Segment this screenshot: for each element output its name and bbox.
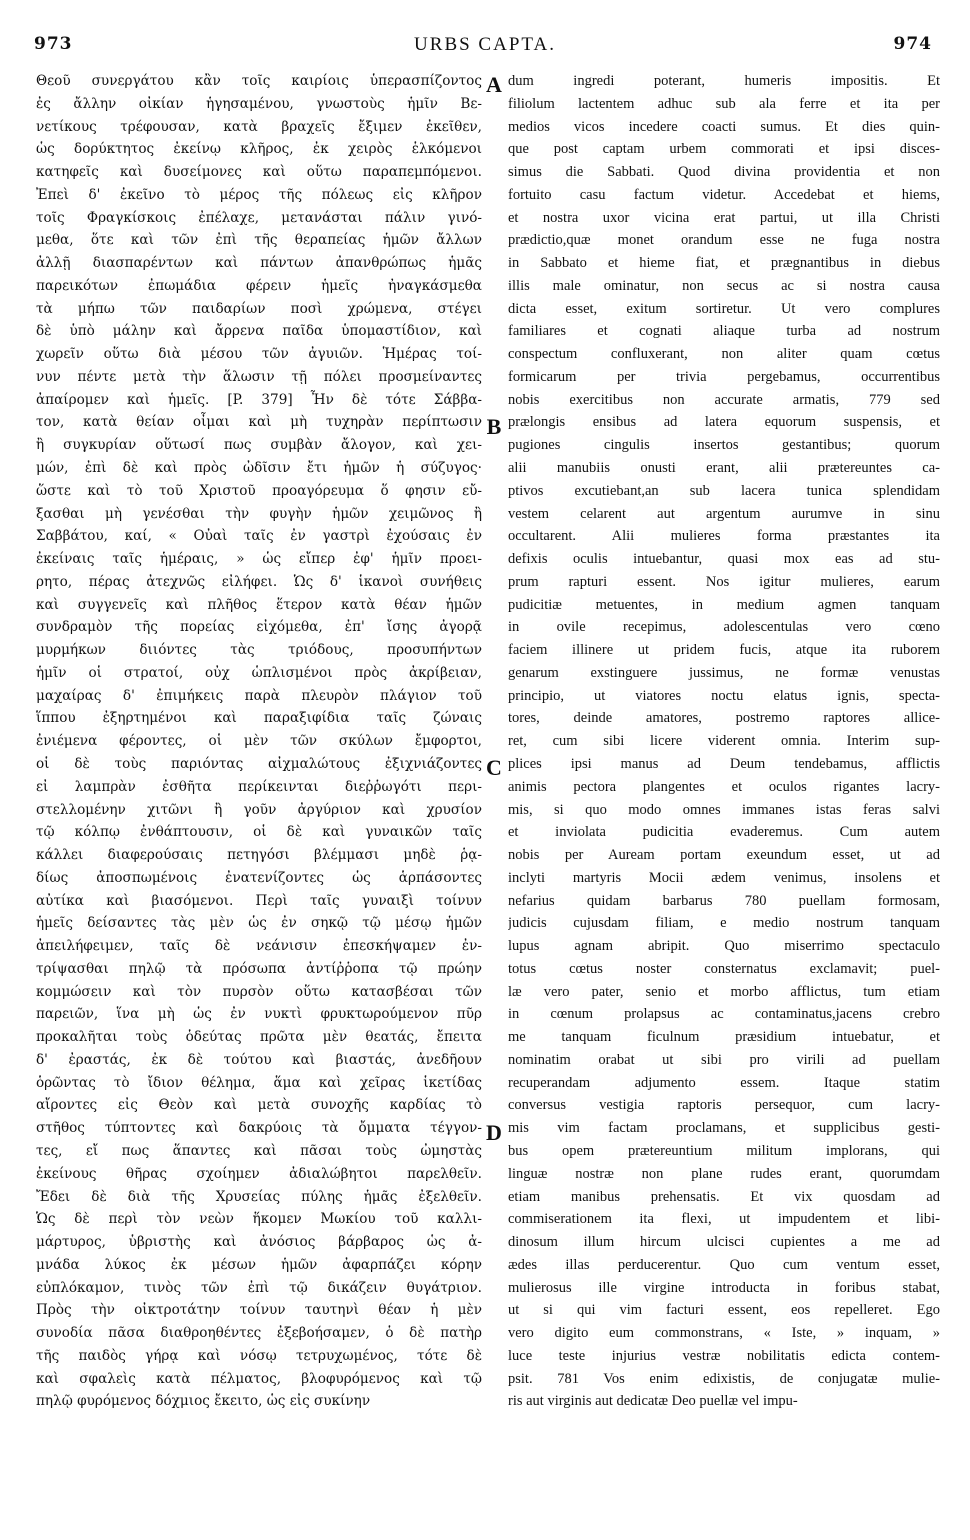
latin-text-line: prælongis ensibus ad latera equorum suspensis, et [508, 414, 940, 431]
greek-text-line: Σαββάτου, καί, « Οὐαὶ ταῖς ἐν γαστρὶ ἐχούσαις ἐν [36, 528, 482, 545]
latin-text-line: dicta esset, exitum sortiretur. Ut vero complures [508, 300, 940, 317]
greek-text-line: ἀπαίρομεν καὶ ἡμεῖς. [P. 379] Ἦν δὲ τότε Σάββα- [36, 391, 482, 408]
greek-text-line: δίως ἀποσπωμένοις ἐνατενίζοντες ὡς ἁρπάσοντες [36, 869, 482, 886]
latin-text-line: faciem illinere ut pridem fucis, atque ita ruborem [508, 642, 940, 659]
greek-text-line: ἢ συγκυρίαν οὕτωσί πως συμβὰν ἄλογον, καὶ χει- [36, 437, 482, 454]
greek-text-line: καὶ συγγενεῖς καὶ πλῆθος ἕτερον κατὰ θέαν ἡμῶν [36, 596, 482, 613]
greek-text-line: οἱ δὲ τοὺς παριόντας αἰχμαλώτους ἐξιχνιάζοντες [36, 755, 482, 772]
greek-text-line: κομμώσειν καὶ τὸν πυρσὸν οὕτω κατασβέσαι τῶν [36, 983, 482, 1000]
latin-text-line: et nostra uxor vicina erat partui, ut illa Christi [508, 209, 940, 226]
latin-text-line: defixis oculis intuebantur, quasi mox eas ad stu- [508, 551, 940, 568]
greek-text-line: συνοδία πᾶσα διαθροηθέντες ἐξεβοήσαμεν, ὁ δὲ πατὴρ [36, 1325, 482, 1342]
greek-text-line: στελλομένην χιτῶνι ἢ γοῦν ἀργύριον καὶ χρυσίον [36, 801, 482, 818]
greek-text-line: παρειῶν, ἵνα μὴ ὡς ἐν νυκτὶ φρυκτωρούμενον πῦρ [36, 1006, 482, 1023]
latin-text-line: totus cœtus noster consternatus exclamavit; puel- [508, 960, 940, 977]
greek-text-line: καὶ σφαλεὶς κατὰ πέλματος, βλοφυρόμενος καὶ τῷ [36, 1370, 482, 1387]
latin-text-line: nominatim orabat ut sibi pro virili ad puellam [508, 1051, 940, 1068]
latin-text-line: prædictio,quæ monet orandum esse ne fuga nostra [508, 232, 940, 249]
greek-text-line: ὡς δορύκτητος ἐκείνῳ κλῆρος, ἐκ χειρὸς ἑλκόμενοι [36, 141, 482, 158]
greek-text-line: συνδραμὸν τῆς πορείας εἰχόμεθα, ἐπ' ἴσης ἀγορᾷ [36, 619, 482, 636]
latin-text-line: luce teste injurius vestræ nobilitatis edicta contem- [508, 1347, 940, 1364]
greek-text-column [36, 70, 482, 1413]
latin-text-line: pudicitiæ metuentes, in medium agmen tanquam [508, 596, 940, 613]
greek-text-line: μών, ἐπὶ δὲ καὶ πρὸς ὠδῖσιν ἔτι ἡμῶν ἡ σύζυγος· [36, 460, 482, 477]
latin-text-line: vero digito eum commonstrans, « Iste, » inquam, » [508, 1325, 940, 1342]
greek-text-line: παρεικότων ἐπωμάδια φέρειν ἡμεῖς ἠναγκάσμεθα [36, 277, 482, 294]
greek-text-line: στῆθος τύπτοντες καὶ δακρύοις τὰ ὄμματα τέγγον- [36, 1120, 482, 1137]
latin-text-line: prum rapturi essent. Nos igitur mulieres, earum [508, 573, 940, 590]
greek-text-line: τοῖς Φραγκίσκοις ἐπέλαχε, μετανάσται πάλιν γινό- [36, 209, 482, 226]
latin-text-line: lupus agnam abripit. Quo miserrimo spectaculo [508, 938, 940, 955]
greek-text-line: ξασθαι μὴ γενέσθαι τὴν φυγὴν ἡμῶν χειμῶνος ἢ [36, 505, 482, 522]
greek-text-line: Ἐπεὶ δ' ἐκεῖνο τὸ μέρος τῆς πόλεως εἰς κλῆρον [36, 186, 482, 203]
latin-text-line: etiam manibus prehensatis. Et vix quosdam ad [508, 1188, 940, 1205]
latin-text-line: et inviolata pudicitia evaderemus. Cum autem [508, 824, 940, 841]
latin-text-line: illis male ominatur, non secus ac si nostra causa [508, 277, 940, 294]
latin-text-line: nobis exercitibus non accurate armatis, 779 sed [508, 391, 940, 408]
latin-text-line: judicis cujusdam filiam, e medio nostrum tanquam [508, 915, 940, 932]
left-page-number: 973 [34, 34, 73, 54]
latin-text-line: bus opem prætereuntium militum implorans, qui [508, 1142, 940, 1159]
latin-text-line: in Sabbato et hieme fiat, et prægnantibus in diebus [508, 255, 940, 272]
latin-text-line: tores, deinde amatores, postremo raptores allice- [508, 710, 940, 727]
greek-text-line: ρητο, πέρας ἀτεχνῶς εἰλήφει. Ὡς δ' ἱκανοὶ συνήθεις [36, 573, 482, 590]
greek-text-line: δ' ἐραστάς, ἐκ δὲ τούτου καὶ βιαστάς, ἀνεδῆουν [36, 1051, 482, 1068]
latin-text-line: in cœnum prolapsus ac contaminatus,jacens crebro [508, 1006, 940, 1023]
greek-text-line: μάρτυρος, ὑβριστὴς καὶ ἀνόσιος βάρβαρος ὡς ἀ- [36, 1234, 482, 1251]
latin-text-line: animis pectora plangentes et oculos rigantes lacry- [508, 778, 940, 795]
latin-text-line: inclyti martyris Mocii ædem venimus, insolens et [508, 869, 940, 886]
greek-text-line: πηλῷ φυρόμενος δόχμιος ἔκειτο, ὡς εἰς συκίνην [36, 1393, 371, 1410]
greek-text-line: αἴροντες εἰς Θεὸν καὶ μετὰ συνοχῆς καρδίας τὸ [36, 1097, 482, 1114]
greek-text-line: τῷ κόλπῳ ἐνθάπτουσιν, οἱ δὲ καὶ γυναικῶν ταῖς [36, 824, 482, 841]
greek-text-line: τῆς παιδὸς γήρᾳ καὶ νόσῳ τετρυχωμένος, τότε δὲ [36, 1347, 482, 1364]
latin-text-line: mis, si quo modo omnes immanes istas feras salvi [508, 801, 940, 818]
latin-text-line: vestem celarent aut argentum aurumve in sinu [508, 505, 940, 522]
latin-text-line: occultarent. Alii mulieres forma præstantes ita [508, 528, 940, 545]
latin-text-line: mis vim factam proclamans, et supplicibus gesti- [508, 1120, 940, 1137]
latin-text-line: que post captam urbem commorati et ipsi disces- [508, 141, 940, 158]
greek-text-line: κατηφεῖς καὶ δυσείμονες καὶ οὕτω παραπεμπόμενοι. [36, 164, 482, 181]
latin-text-line: dinosum illum hircum ulcisci cupientes a me ad [508, 1234, 940, 1251]
latin-text-line: me tanquam ficulnum præsidium intuebatur, et [508, 1029, 940, 1046]
latin-text-line: pugiones cingulis insertos gestantibus; quorum [508, 437, 940, 454]
greek-text-line: ἀλλῇ διασπαρέντων καὶ πάντων ἀπανθρώπως ἡμᾶς [36, 255, 482, 272]
greek-text-line: εὐπλόκαμον, τινὸς τῶν ἐπὶ τῷ δικάζειν θυγάτριον. [36, 1279, 482, 1296]
latin-text-column [508, 70, 940, 1413]
greek-text-line: ἐνιέμενα φέροντες, οἱ μὲν τῶν σκύλων ἔμφορτοι, [36, 733, 482, 750]
greek-text-line: Πρὸς τὴν οἰκτροτάτην τοίνυν ταυτηνὶ θέαν ἡ μὲν [36, 1302, 482, 1319]
latin-text-line: fortuito casu factum videtur. Accedebat et hiems, [508, 186, 940, 203]
greek-text-line: μνάδα λύκος ἐκ μέσων ἡμῶν ἀφαρπάζει κόρην [36, 1256, 482, 1273]
latin-text-line: familiares et cognati aliaque turba ad nostrum [508, 323, 940, 340]
greek-text-line: τὰ μήπω τῶν παιδαρίων ποσὶ χρώμενα, στέγει [36, 300, 482, 317]
latin-text-line: ris aut virginis aut dedicatæ Deo puellæ vel impu- [508, 1393, 798, 1410]
greek-text-line: ἀπειλήφειμεν, ταῖς δὲ νεάνισιν ἐπεσκήψαμεν ἐν- [36, 938, 482, 955]
latin-text-line: linguæ nostræ non plane rudes erant, quorumdam [508, 1165, 940, 1182]
latin-text-line: principio, ut viatores noctu elatus ignis, specta- [508, 687, 940, 704]
greek-text-line: ὥστε καὶ τὸ τοῦ Χριστοῦ προαγόρευμα ὅ φησιν εὔ- [36, 482, 482, 499]
greek-text-line: κάλλει διαφερούσαις πετηγόσι βλέμμασι μηδὲ ῥᾳ- [36, 847, 482, 864]
latin-text-line: genarum exstinguere jussimus, ne formæ venustas [508, 664, 940, 681]
greek-text-line: προκαλῆται τοὺς ὁδεύτας πρῶτα μὲν θεατάς, ἔπειτα [36, 1029, 482, 1046]
latin-text-line: recuperandam adjumento essem. Itaque statim [508, 1074, 940, 1091]
latin-text-line: nobis per Auream portam exeundum esset, ut ad [508, 847, 940, 864]
latin-text-line: nefarius quidam barbarus 780 puellam formosam, [508, 892, 940, 909]
greek-text-line: ἡμεῖς δείσαντες τὰς μὲν ὡς ἐν σηκῷ τῷ μέσῳ ἡμῶν [36, 915, 482, 932]
latin-text-line: mulierosus ille virgine introducta in foribus stabat, [508, 1279, 940, 1296]
greek-text-line: ὁρῶντας τὸ ἴδιον θέλημα, ἅμα καὶ χεῖρας ἱκετίδας [36, 1074, 482, 1091]
greek-text-line: δὲ ὑπὸ μάλην καὶ ἄρρενα παῖδα ὑπομαστίδιον, καὶ [36, 323, 482, 340]
greek-text-line: Ἔδει δὲ διὰ τῆς Χρυσείας πύλης ἡμᾶς ἐξελθεῖν. [36, 1188, 482, 1205]
latin-text-line: dum ingredi poterant, humeris impositis. Et [508, 73, 940, 89]
latin-text-line: ædes illas perducerentur. Quo cum ventum esset, [508, 1256, 940, 1273]
greek-text-line: ἐς ἄλλην οἰκίαν ἡγησαμένου, γνωστοὺς ἡμῖν Βε- [36, 95, 482, 112]
greek-text-line: τον, κατὰ θείαν οἶμαι καὶ μὴ τυχηρὰν περίπτωσιν [36, 414, 482, 431]
latin-text-line: alii manubiis onusti erant, alii prætereuntes ca- [508, 460, 940, 477]
greek-text-line: μεθα, ὅτε καὶ τῶν ἐπὶ τῆς θεραπείας ἡμῶν ἄλλων [36, 232, 482, 249]
greek-text-line: ἵππου ἐξηρτημένοι καὶ παραξιφίδια ταῖς ζώναις [36, 710, 482, 727]
latin-text-line: conversus vestigia raptoris persequor, cum lacry- [508, 1097, 940, 1114]
greek-text-line: ἡμῖν οἱ στρατοί, οὐχ ὡπλισμένοι πρὸς ἀκρίβειαν, [36, 664, 482, 681]
latin-text-line: in ovile recepimus, adolescentulas vero cœno [508, 619, 940, 636]
page-header [30, 34, 940, 60]
right-page-number: 974 [893, 34, 932, 54]
latin-text-line: psit. 781 Vos enim edixistis, de conjugatæ mulie- [508, 1370, 940, 1387]
section-marker: B [486, 413, 502, 439]
latin-text-line: læ vero pater, senio et morbo afflictus, tum etiam [508, 983, 940, 1000]
latin-text-line: ptivos excutiebant,an sub lacera tunica splendidam [508, 482, 940, 499]
greek-text-line: τες, εἴ πως ἅπαντες καὶ πᾶσαι τοὺς ὠμηστὰς [36, 1142, 482, 1159]
latin-text-line: commiserationem ita flexi, ut impudentem et libi- [508, 1211, 940, 1228]
running-title: URBS CAPTA. [414, 34, 556, 55]
greek-text-line: Ὡς δὲ περὶ τὸν νεὼν ἥκομεν Μωκίου τοῦ καλλι- [36, 1211, 482, 1228]
latin-text-line: filiolum lactentem adhuc sub ala ferre et ita per [508, 95, 940, 112]
section-marker: D [486, 1119, 502, 1145]
greek-text-line: αὐτίκα καὶ βιασόμενοι. Περὶ ταῖς γυναιξὶ τοίνυν [36, 892, 482, 909]
latin-text-line: simus die Sabbati. Quod divina providentia et non [508, 164, 940, 181]
greek-text-line: νυν πέντε μετὰ τὴν ἅλωσιν τῇ πόλει προσμείναντες [36, 368, 482, 385]
latin-text-line: conspectum confluxerant, non aliter quam cœtus [508, 346, 940, 363]
greek-text-line: νετίκους τρέφουσαν, κατὰ βραχεῖς ἔξιμεν ἐκεῖθεν, [36, 118, 482, 135]
greek-text-line: τρίψασθαι πηλῷ τὰ πρόσωπα ἀντίῤῥοπα τῷ πρώην [36, 960, 482, 977]
greek-text-line: χωρεῖν οὕτω διὰ μέσου τῶν ἀγυιῶν. Ἡμέρας τοί- [36, 346, 482, 363]
latin-text-line: formicarum per trivia pergebamus, occurrentibus [508, 368, 940, 385]
greek-text-line: μυρμήκων διιόντες τὰς τριόδους, προσυπήντων [36, 642, 482, 659]
latin-text-line: ret, cum sibi licere viderent omnia. Interim sup- [508, 733, 940, 750]
latin-text-line: plices ipsi manus ad Deum tendebamus, afflictis [508, 755, 940, 772]
greek-text-line: ἐκείνους θῆρας σχοίημεν ἀδιαλώβητοι παρελθεῖν. [36, 1165, 482, 1182]
greek-text-line: μαχαίρας δ' ἐπιμήκεις παρὰ πλευρὸν πλάγιον τοῦ [36, 687, 482, 704]
section-marker: C [486, 755, 502, 781]
greek-text-line: εἰ λαμπρὰν ἐσθῆτα περίκεινται διεῤῥωγότι περι- [36, 778, 482, 795]
section-marker: A [486, 72, 502, 97]
latin-text-line: medios vicos incedere coacti sumus. Et dies quin- [508, 118, 940, 135]
greek-text-line: ἐκείναις ταῖς ἡμέραις, » ὡς εἴπερ ἐφ' ἡμῖν προει- [36, 551, 482, 568]
latin-text-line: ut si qui vim facturi essent, eos repelleret. Ego [508, 1302, 940, 1319]
greek-text-line: Θεοῦ συνεργάτου κἂν τοῖς καιρίοις ὑπερασπίζοντος [36, 73, 482, 89]
